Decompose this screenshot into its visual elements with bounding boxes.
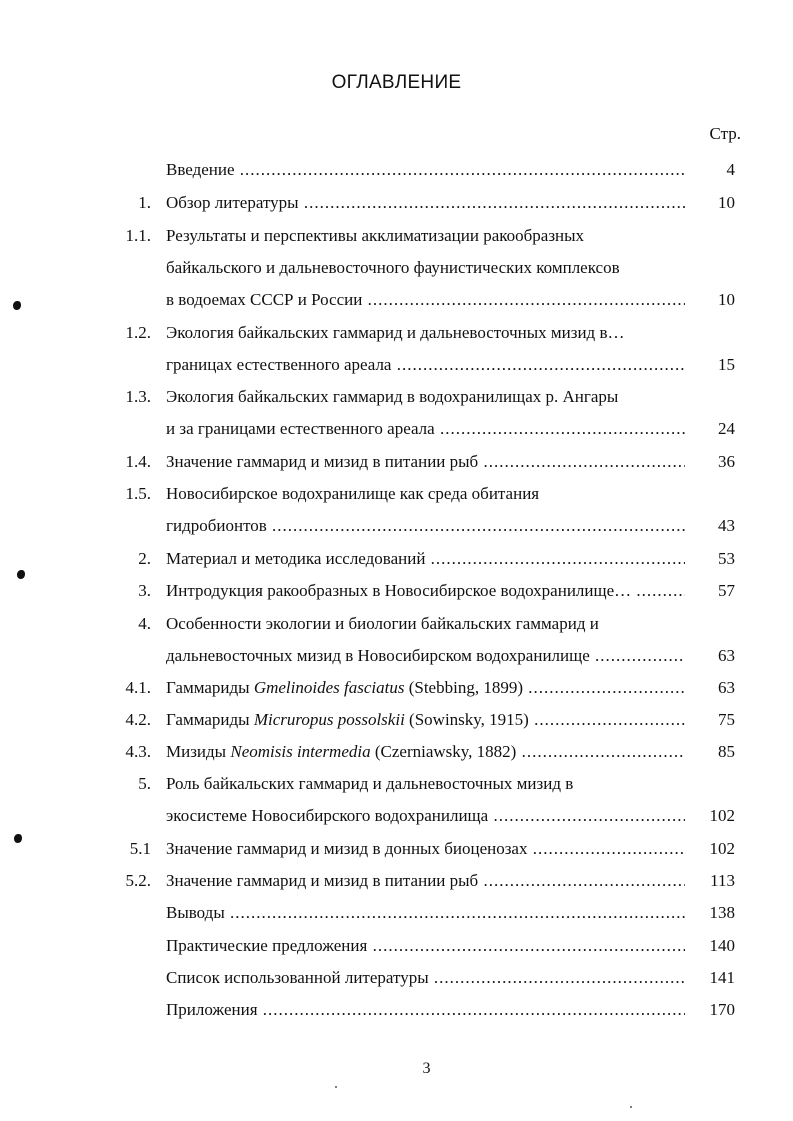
toc-entry-number: 4.2. — [125, 710, 151, 729]
toc-entry-number: 1.3. — [125, 387, 151, 406]
toc-entry-page: 170 — [709, 1000, 735, 1019]
toc-entry-page: 113 — [710, 871, 735, 890]
toc-entry — [0, 290, 793, 320]
toc-entry-text: Новосибирское водохранилище как среда обитания — [166, 484, 540, 503]
toc-entry-page: 53 — [718, 549, 735, 568]
species-name: Micruropus possolskii — [253, 710, 405, 729]
toc-entry-page: 10 — [718, 290, 735, 309]
toc-entry — [0, 903, 793, 933]
toc-entry-number: 1.1. — [125, 226, 151, 245]
toc-entry-page: 24 — [718, 419, 735, 438]
toc-entry-page: 36 — [718, 452, 735, 471]
toc-entry-text: Обзор литературы ..... — [166, 193, 685, 213]
toc-entry-number: 4.1. — [125, 678, 151, 697]
toc-entry-number: 3. — [138, 581, 151, 600]
toc-entry-number: 1.4. — [125, 452, 151, 471]
scan-speck — [630, 1106, 632, 1108]
toc-entry-text: Значение гаммарид и мизид в питании рыб ..... — [166, 452, 685, 472]
toc-entry-page: 85 — [718, 742, 735, 761]
toc-entry-text: Список использованной литературы ..... — [166, 968, 685, 988]
toc-entry — [0, 258, 793, 288]
toc-entry — [0, 614, 793, 644]
toc-entry-number: 5.2. — [125, 871, 151, 890]
toc-entry-text: в водоемах СССР и России ..... — [166, 290, 685, 310]
toc-entry-page: 10 — [718, 193, 735, 212]
toc-entry-page: 57 — [718, 581, 735, 600]
toc-entry-number: 4. — [138, 614, 151, 633]
toc-entry — [0, 1000, 793, 1030]
toc-entry — [0, 871, 793, 901]
toc-entry-text: Практические предложения ..... — [166, 936, 685, 956]
toc-entry-text: байкальского и дальневосточного фаунистических комплексов — [166, 258, 620, 277]
toc-entry-page: 138 — [709, 903, 735, 922]
toc-entry-page: 4 — [726, 160, 735, 179]
toc-entry-text-pre: Гаммариды — [166, 678, 250, 697]
page-number: 3 — [422, 1060, 431, 1077]
toc-entry-text: границах естественного ареала ..... — [166, 355, 685, 375]
toc-entry — [0, 774, 793, 804]
toc-entry-number: 5.1 — [129, 839, 151, 858]
toc-entry-text-pre: Мизиды — [166, 742, 227, 761]
toc-entry — [0, 968, 793, 998]
toc-entry — [0, 193, 793, 223]
toc-entry — [0, 936, 793, 966]
toc-entry-text — [166, 710, 685, 730]
toc-entry — [0, 839, 793, 869]
toc-entry-text: Значение гаммарид и мизид в донных биоценозах ..... — [166, 839, 685, 859]
toc-entry-text: и за границами естественного ареала ..... — [166, 419, 685, 439]
toc-entry — [0, 581, 793, 611]
toc-entry — [0, 226, 793, 256]
toc-entry-page: 63 — [718, 678, 735, 697]
toc-entry — [0, 452, 793, 482]
toc-entry-text: Экология байкальских гаммарид и дальневосточных мизид в… — [166, 323, 625, 342]
toc-entry-page: 102 — [709, 839, 735, 858]
toc-entry-text: экосистеме Новосибирского водохранилища ..... — [166, 806, 685, 826]
toc-entry — [0, 806, 793, 836]
toc-entry — [0, 678, 793, 708]
toc-entry — [0, 484, 793, 514]
toc-entry-page: 75 — [718, 710, 735, 729]
toc-entry-number: 1. — [138, 193, 151, 212]
toc-entry-number: 2. — [138, 549, 151, 568]
toc-entry — [0, 710, 793, 740]
species-name: Gmelinoides fasciatus — [253, 678, 405, 697]
toc-entry-text: Материал и методика исследований ..... — [166, 549, 685, 569]
toc-entry — [0, 387, 793, 417]
toc-entry-text: Результаты и перспективы акклиматизации ракообразных — [166, 226, 585, 245]
scan-mark — [14, 834, 22, 843]
toc-entry-text: гидробионтов ..... — [166, 516, 685, 536]
toc-entry-text-pre: Гаммариды — [166, 710, 250, 729]
scan-mark — [17, 570, 25, 579]
toc-entry — [0, 355, 793, 385]
toc-entry — [0, 742, 793, 772]
scan-mark — [13, 301, 21, 310]
toc-entry-number: 5. — [138, 774, 151, 793]
toc-entry — [0, 646, 793, 676]
toc-entry — [0, 419, 793, 449]
toc-entry — [0, 549, 793, 579]
toc-entry-text: Интродукция ракообразных в Новосибирское водохранилище… ..... — [166, 581, 685, 601]
scan-speck — [335, 1086, 337, 1088]
toc-entry-text: Значение гаммарид и мизид в питании рыб ..... — [166, 871, 685, 891]
species-name: Neomisis intermedia — [230, 742, 371, 761]
toc-entry-page: 63 — [718, 646, 735, 665]
toc-entry-number: 4.3. — [125, 742, 151, 761]
toc-entry-page: 102 — [709, 806, 735, 825]
toc-title: ОГЛАВЛЕНИЕ — [331, 72, 462, 93]
toc-entry-text: Роль байкальских гаммарид и дальневосточных мизид в — [166, 774, 574, 793]
toc-entry-page: 141 — [709, 968, 735, 987]
toc-entry — [0, 160, 793, 190]
toc-entry-text — [166, 678, 685, 698]
toc-entry-number: 1.2. — [125, 323, 151, 342]
toc-entry — [0, 323, 793, 353]
toc-entry-text-post: (Czerniawsky, 1882) — [374, 742, 517, 761]
toc-entry-text-post: (Stebbing, 1899) — [408, 678, 523, 697]
toc-entry-text-post: (Sowinsky, 1915) — [409, 710, 529, 729]
toc-entry-page: 15 — [718, 355, 735, 374]
toc-entry-text: дальневосточных мизид в Новосибирском водохранилище ..... — [166, 646, 685, 666]
toc-entry-text: Экология байкальских гаммарид в водохранилищах р. Ангары — [166, 387, 619, 406]
toc-entry-text: Приложения ..... — [166, 1000, 685, 1020]
toc-entry-page: 140 — [709, 936, 735, 955]
toc-entry-text: Выводы ..... — [166, 903, 685, 923]
toc-entry-text: Введение ..... — [166, 160, 685, 180]
toc-entry-text: Особенности экологии и биологии байкальских гаммарид и — [166, 614, 599, 633]
toc-entry-text — [166, 742, 685, 762]
toc-entry-page: 43 — [718, 516, 735, 535]
page-column-label: Стр. — [709, 124, 741, 143]
toc-entry — [0, 516, 793, 546]
toc-entry-number: 1.5. — [125, 484, 151, 503]
